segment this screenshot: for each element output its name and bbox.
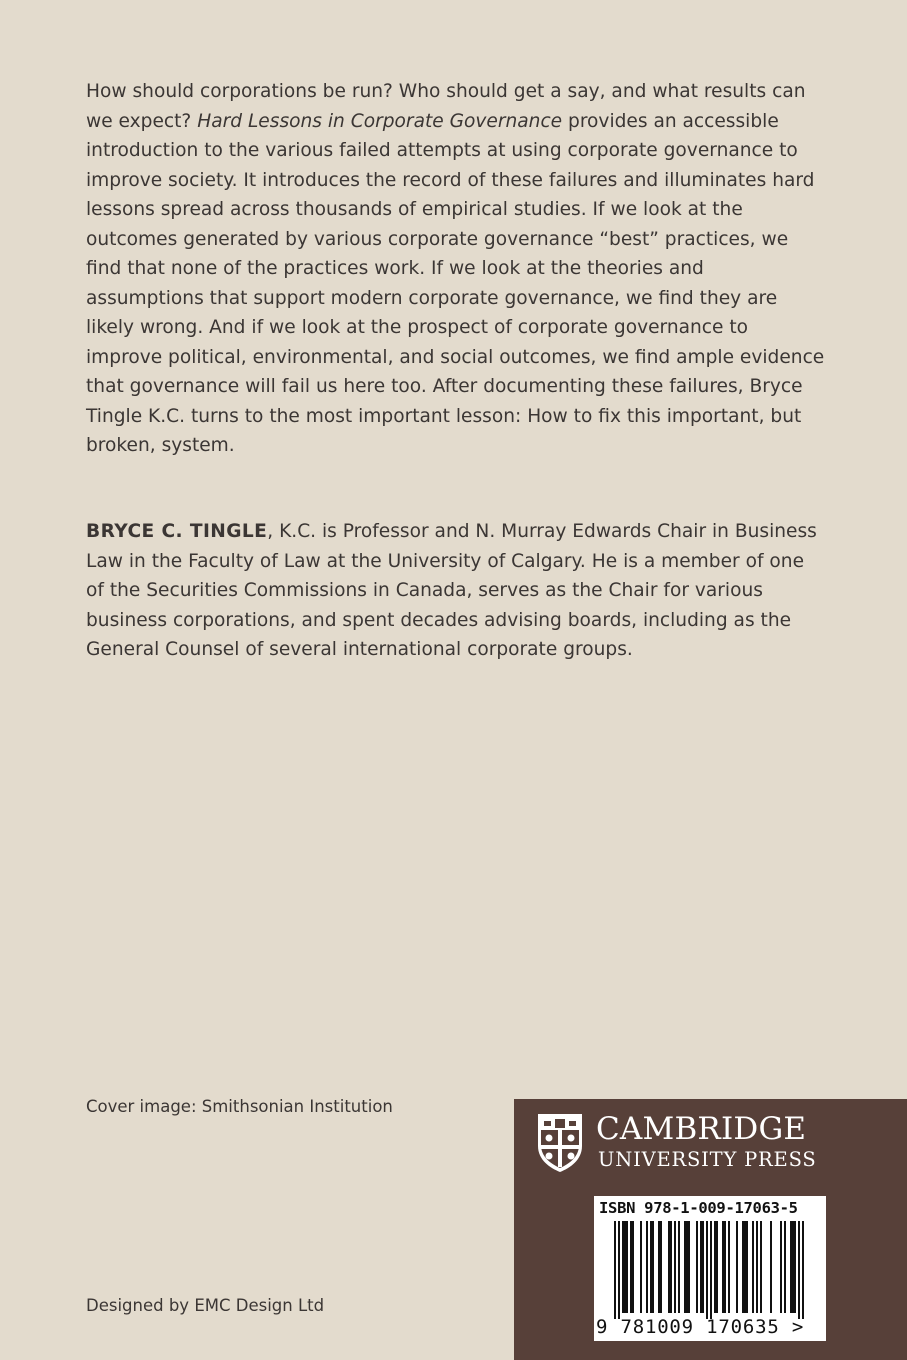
barcode-bar [798,1221,800,1319]
barcode-bar [760,1221,762,1313]
barcode-bar [684,1221,686,1313]
publisher-name-line1: CAMBRIDGE [596,1111,807,1147]
barcode-bar [630,1221,632,1313]
barcode-bar [660,1221,662,1313]
barcode-bar [650,1221,652,1313]
publisher-name-line2: UNIVERSITY PRESS [598,1148,817,1171]
barcode-bar [744,1221,746,1313]
isbn-label: ISBN 978-1-009-17063-5 [599,1199,798,1217]
barcode-bar [714,1221,716,1313]
barcode-bar [622,1221,624,1313]
barcode-bar [724,1221,726,1313]
barcode-bar [688,1221,690,1313]
barcode-bar [794,1221,796,1313]
barcode-bar [652,1221,654,1313]
author-bio-text: , K.C. is Professor and N. Murray Edwards Chair in Business Law in the Faculty of Law at the University of Calgary. He is a member of one of the Securities Commissions in Canada, serves as the Chair for various business corporations, and spent decades advising boards, including as the General Counsel of several international corporate groups. [86,521,817,660]
barcode-bar [696,1221,698,1313]
design-credit: Designed by EMC Design Ltd [86,1296,325,1315]
barcode-bar [640,1221,642,1313]
barcode-bar [646,1221,648,1313]
barcode-bar [710,1221,712,1319]
barcode-bar [746,1221,748,1313]
blurb-intro: How should corporations be run? Who should get a say, and what results can we expect? [86,81,806,132]
barcode-bar [686,1221,688,1313]
barcode-bar [736,1221,738,1313]
barcode-bar [626,1221,628,1313]
barcode-bar [802,1221,804,1319]
book-title: Hard Lessons in Corporate Governance [197,110,563,132]
isbn-barcode [594,1196,826,1341]
barcode-bar [624,1221,626,1313]
barcode-bar [674,1221,676,1313]
barcode-bar [706,1221,708,1319]
cover-image-credit: Cover image: Smithsonian Institution [86,1097,393,1116]
barcode-bar [756,1221,758,1313]
barcode-bar [702,1221,704,1313]
barcode-bar [700,1221,702,1313]
barcode-bar [752,1221,754,1313]
barcode-bar [678,1221,680,1313]
barcode-bar [728,1221,730,1313]
barcode-bar [658,1221,660,1313]
barcode-bar [790,1221,792,1313]
barcode-bars [614,1221,810,1319]
publisher-panel [514,1099,907,1360]
barcode-bar [784,1221,786,1313]
barcode-bar [614,1221,616,1319]
barcode-bar [780,1221,782,1313]
barcode-bar [632,1221,634,1313]
barcode-bar [792,1221,794,1313]
barcode-digits: 9 781009 170635 > [596,1316,805,1338]
barcode-bar [742,1221,744,1313]
author-name: BRYCE C. TINGLE [86,521,268,542]
barcode-bar [668,1221,670,1313]
barcode-bar [722,1221,724,1313]
back-cover-blurb [86,77,826,461]
barcode-bar [716,1221,718,1313]
blurb-body: provides an accessible introduction to the various failed attempts at using corporate governance to improve society. It introduces the record of these failures and illuminates hard lessons spread across thousands of empirical studies. If we look at the outcomes generated by various corporate governance “best” practices, we find that none of the practices work. If we look at the theories and assumptions that support modern corporate governance, we find they are likely wrong. And if we look at the prospect of corporate governance to improve political, environmental, and social outcomes, we find ample evidence that governance will fail us here too. After documenting these failures, Bryce Tingle K.C. turns to the most important lesson: How to fix this important, but broken, system. [86,110,825,456]
barcode-bar [770,1221,772,1313]
barcode-bar [618,1221,620,1319]
author-bio [86,517,826,665]
barcode-bar [670,1221,672,1313]
cambridge-shield-icon [536,1112,584,1174]
